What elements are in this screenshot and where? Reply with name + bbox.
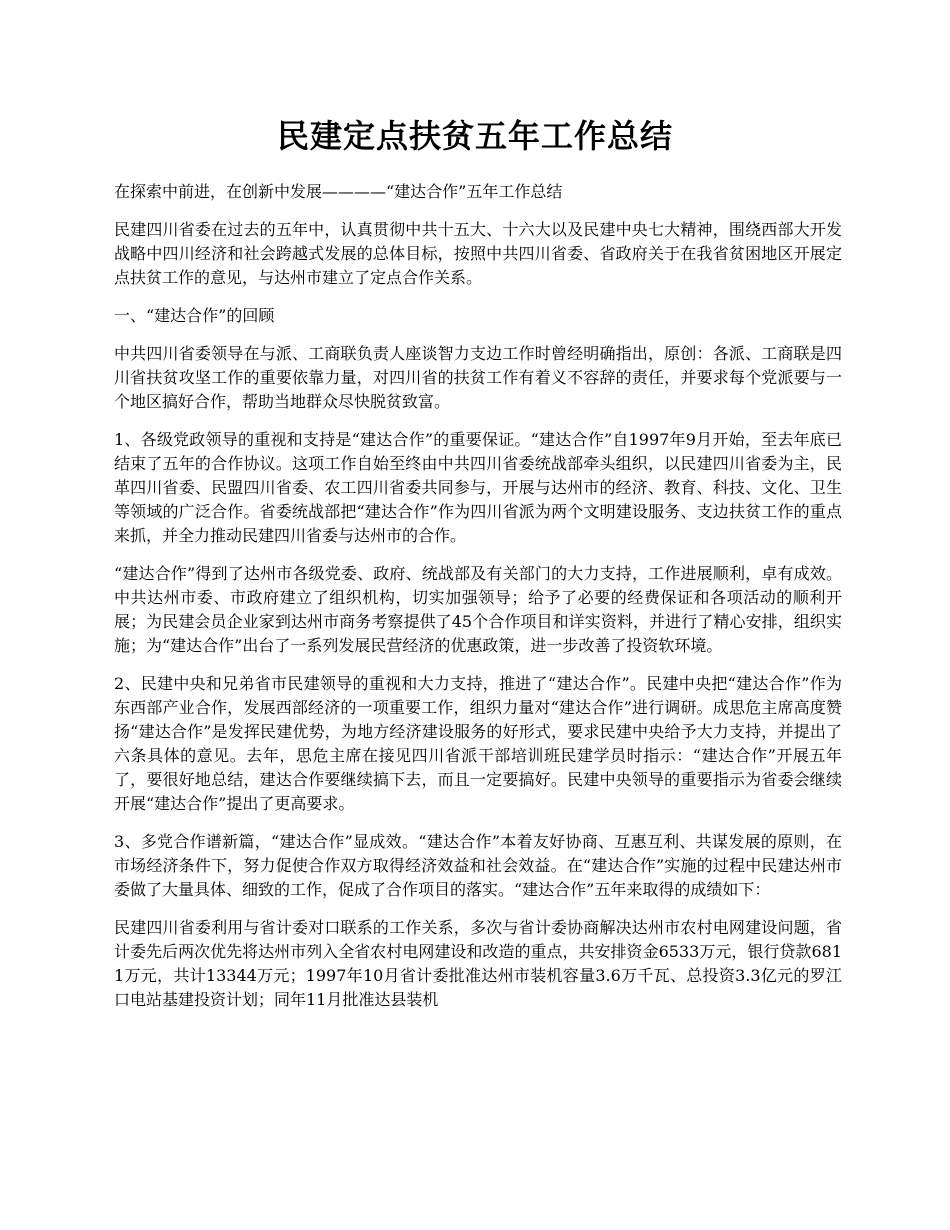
body-paragraph: 1、各级党政领导的重视和支持是“建达合作”的重要保证。“建达合作”自1997年9月开始，至去年底已结束了五年的合作协议。这项工作自始至终由中共四川省委统战部牵头组织，以民建四川省委为主，民革四川省委、民盟四川省委、农工四川省委共同参与，开展与达州市的经济、教育、科技、文化、卫生等领域的广泛合作。省委统战部把“建达合作”作为四川省派为两个文明建设服务、支边扶贫工作的重点来抓，并全力推动民建四川省委与达州市的合作。 <box>114 430 842 545</box>
body-paragraph: 2、民建中央和兄弟省市民建领导的重视和大力支持，推进了“建达合作”。民建中央把“建达合作”作为东西部产业合作，发展西部经济的一项重要工作，组织力量对“建达合作”进行调研。成思危主席高度赞扬“建达合作”是发挥民建优势，为地方经济建设服务的好形式，要求民建中央给予大力支持，并提出了六条具体的意见。去年，思危主席在接见四川省派干部培训班民建学员时指示：“建达合作”开展五年了，要很好地总结，建达合作要继续搞下去，而且一定要搞好。民建中央领导的重要指示为省委会继续开展“建达合作”提出了更高要求。 <box>114 674 842 813</box>
body-paragraph: “建达合作”得到了达州市各级党委、政府、统战部及有关部门的大力支持，工作进展顺利，卓有成效。中共达州市委、市政府建立了组织机构，切实加强领导；给予了必要的经费保证和各项活动的顺利开展；为民建会员企业家到达州市商务考察提供了45个合作项目和详实资料，并进行了精心安排，组织实施；为“建达合作”出台了一系列发展民营经济的优惠政策，进一步改善了投资软环境。 <box>114 564 842 655</box>
body-paragraph: 民建四川省委利用与省计委对口联系的工作关系，多次与省计委协商解决达州市农村电网建设问题，省计委先后两次优先将达州市列入全省农村电网建设和改造的重点，共安排资金6533万元，银行贷款6811万元，共计13344万元；1997年10月省计委批准达州市装机容量3.6万千瓦、总投资3.3亿元的罗江口电站基建投资计划；同年11月批准达县装机 <box>114 918 842 1009</box>
body-paragraph: 中共四川省委领导在与派、工商联负责人座谈智力支边工作时曾经明确指出，原创：各派、工商联是四川省扶贫攻坚工作的重要依靠力量，对四川省的扶贫工作有着义不容辞的责任，并要求每个党派要与一个地区搞好合作，帮助当地群众尽快脱贫致富。 <box>114 344 842 411</box>
section-heading: 一、“建达合作”的回顾 <box>114 306 275 325</box>
document-title: 民建定点扶贫五年工作总结 <box>276 117 673 155</box>
intro-paragraph: 民建四川省委在过去的五年中，认真贯彻中共十五大、十六大以及民建中央七大精神，围绕西部大开发战略中四川经济和社会跨越式发展的总体目标，按照中共四川省委、省政府关于在我省贫困地区开展定点扶贫工作的意见，与达州市建立了定点合作关系。 <box>114 220 842 287</box>
subtitle-paragraph: 在探索中前进，在创新中发展————“建达合作”五年工作总结 <box>114 182 563 201</box>
body-paragraph: 3、多党合作谱新篇，“建达合作”显成效。“建达合作”本着友好协商、互惠互利、共谋发展的原则，在市场经济条件下，努力促使合作双方取得经济效益和社会效益。在“建达合作”实施的过程中民建达州市委做了大量具体、细致的工作，促成了合作项目的落实。“建达合作”五年来取得的成绩如下： <box>114 832 842 899</box>
document-body <box>114 180 842 1026</box>
